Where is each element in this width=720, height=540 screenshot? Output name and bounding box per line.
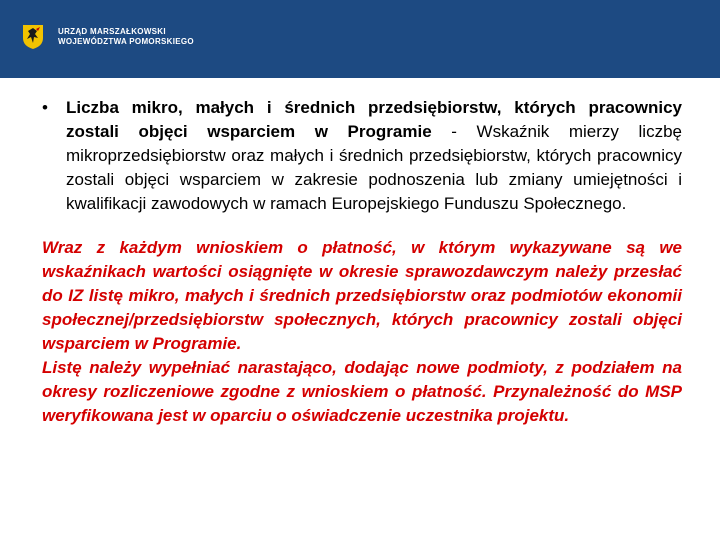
org-name-line2: WOJEWÓDZTWA POMORSKIEGO	[58, 37, 194, 46]
bullet-symbol: •	[42, 98, 48, 117]
bullet-text	[66, 96, 682, 216]
note-paragraph-1: Wraz z każdym wnioskiem o płatność, w którym wykazywane są we wskaźnikach wartości osiągnięte w okresie sprawozdawczym należy przesłać do IZ listę mikro, małych i średnich przedsiębiorstw oraz podmiotów ekonomii społecznej/przedsiębiorstw społecznych, których pracownicy zostali objęci wsparciem w Programie.	[42, 238, 682, 353]
griffin-crest-icon	[22, 24, 44, 50]
red-note	[42, 236, 682, 428]
org-logo	[22, 24, 194, 50]
org-name-line1: URZĄD MARSZAŁKOWSKI	[58, 27, 166, 36]
note-paragraph-2: Listę należy wypełniać narastająco, dodając nowe podmioty, z podziałem na okresy rozliczeniowe zgodne z wnioskiem o płatność. Przynależność do MSP weryfikowana jest w oparciu o oświadczenie uczestnika projektu.	[42, 358, 682, 425]
indicator-description: - Wskaźnik mierzy liczbę mikroprzedsiębiorstw oraz małych i średnich przedsiębiorstw, których pracownicy zostali objęci wsparciem w zakresie podnoszenia lub zmiany umiejętności i kwalifikacji zawodowych w ramach Europejskiego Funduszu Społecznego.	[66, 122, 682, 213]
bullet-item	[42, 96, 682, 216]
header-bar	[0, 0, 720, 78]
indicator-name: Liczba mikro, małych i średnich przedsiębiorstw, których pracownicy zostali objęci wsparciem w Programie	[66, 98, 682, 141]
org-name	[58, 27, 194, 47]
slide-content	[42, 96, 682, 428]
